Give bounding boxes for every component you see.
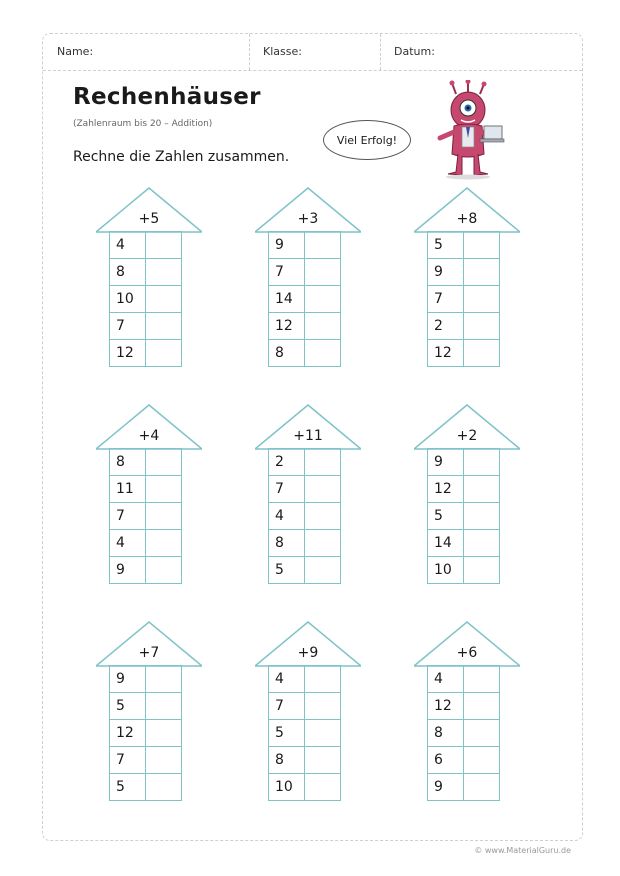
answer-box[interactable] bbox=[305, 313, 341, 340]
house-table bbox=[109, 665, 182, 801]
start-number: 8 bbox=[269, 747, 305, 774]
start-number: 9 bbox=[428, 259, 464, 286]
date-field[interactable] bbox=[380, 34, 584, 70]
house-operator: +6 bbox=[456, 645, 478, 661]
answer-box[interactable] bbox=[146, 476, 182, 503]
answer-box[interactable] bbox=[305, 666, 341, 693]
house-row bbox=[269, 720, 341, 747]
house-row bbox=[269, 313, 341, 340]
instruction-text: Rechne die Zahlen zusammen. bbox=[73, 149, 290, 165]
speech-bubble bbox=[323, 120, 411, 160]
house-row bbox=[428, 557, 500, 584]
answer-box[interactable] bbox=[146, 340, 182, 367]
house-operator: +3 bbox=[297, 211, 319, 227]
header-fields bbox=[43, 34, 582, 71]
house-row bbox=[110, 557, 182, 584]
house-row bbox=[110, 476, 182, 503]
start-number: 11 bbox=[110, 476, 146, 503]
house-operator: +5 bbox=[138, 211, 160, 227]
house-row bbox=[428, 449, 500, 476]
answer-box[interactable] bbox=[464, 286, 500, 313]
house-row bbox=[428, 313, 500, 340]
answer-box[interactable] bbox=[305, 476, 341, 503]
start-number: 5 bbox=[110, 693, 146, 720]
house-table bbox=[427, 665, 500, 801]
start-number: 7 bbox=[269, 259, 305, 286]
start-number: 4 bbox=[110, 530, 146, 557]
page-subtitle: (Zahlenraum bis 20 – Addition) bbox=[73, 119, 213, 129]
answer-box[interactable] bbox=[305, 530, 341, 557]
start-number: 12 bbox=[110, 720, 146, 747]
start-number: 9 bbox=[428, 774, 464, 801]
answer-box[interactable] bbox=[305, 747, 341, 774]
house-operator: +4 bbox=[138, 428, 160, 444]
start-number: 8 bbox=[269, 340, 305, 367]
start-number: 4 bbox=[428, 666, 464, 693]
class-label: Klasse: bbox=[263, 45, 302, 58]
house-row bbox=[110, 340, 182, 367]
answer-box[interactable] bbox=[305, 232, 341, 259]
house-table bbox=[427, 231, 500, 367]
house-row bbox=[428, 286, 500, 313]
house-operator: +2 bbox=[456, 428, 478, 444]
start-number: 12 bbox=[428, 693, 464, 720]
answer-box[interactable] bbox=[305, 449, 341, 476]
answer-box[interactable] bbox=[146, 557, 182, 584]
answer-box[interactable] bbox=[305, 286, 341, 313]
house-row bbox=[269, 666, 341, 693]
answer-box[interactable] bbox=[305, 774, 341, 801]
answer-box[interactable] bbox=[464, 313, 500, 340]
house-row bbox=[428, 503, 500, 530]
answer-box[interactable] bbox=[146, 693, 182, 720]
start-number: 9 bbox=[269, 232, 305, 259]
house-row bbox=[269, 557, 341, 584]
house-row bbox=[110, 232, 182, 259]
name-field[interactable] bbox=[43, 34, 249, 70]
house-table bbox=[268, 448, 341, 584]
answer-box[interactable] bbox=[305, 340, 341, 367]
house-row bbox=[110, 259, 182, 286]
answer-box[interactable] bbox=[464, 503, 500, 530]
answer-box[interactable] bbox=[305, 503, 341, 530]
house-row bbox=[428, 720, 500, 747]
start-number: 8 bbox=[110, 449, 146, 476]
answer-box[interactable] bbox=[464, 259, 500, 286]
house-row bbox=[110, 720, 182, 747]
start-number: 5 bbox=[428, 232, 464, 259]
answer-box[interactable] bbox=[305, 259, 341, 286]
answer-box[interactable] bbox=[464, 720, 500, 747]
house-row bbox=[110, 503, 182, 530]
speech-bubble-text: Viel Erfolg! bbox=[336, 134, 398, 147]
start-number: 7 bbox=[110, 503, 146, 530]
start-number: 7 bbox=[110, 313, 146, 340]
house-row bbox=[269, 449, 341, 476]
house-table bbox=[268, 665, 341, 801]
house-row bbox=[110, 313, 182, 340]
start-number: 4 bbox=[110, 232, 146, 259]
answer-box[interactable] bbox=[464, 449, 500, 476]
start-number: 4 bbox=[269, 503, 305, 530]
start-number: 7 bbox=[428, 286, 464, 313]
start-number: 12 bbox=[110, 340, 146, 367]
answer-box[interactable] bbox=[464, 747, 500, 774]
house-operator: +7 bbox=[138, 645, 160, 661]
class-field[interactable] bbox=[249, 34, 380, 70]
answer-box[interactable] bbox=[464, 693, 500, 720]
house-operator: +11 bbox=[293, 428, 323, 444]
house-table bbox=[109, 231, 182, 367]
page-title: Rechenhäuser bbox=[73, 84, 261, 110]
house-row bbox=[110, 693, 182, 720]
start-number: 4 bbox=[269, 666, 305, 693]
house-row bbox=[269, 476, 341, 503]
start-number: 5 bbox=[269, 557, 305, 584]
answer-box[interactable] bbox=[464, 557, 500, 584]
answer-box[interactable] bbox=[464, 232, 500, 259]
house-row bbox=[428, 666, 500, 693]
answer-box[interactable] bbox=[146, 286, 182, 313]
house-row bbox=[428, 259, 500, 286]
start-number: 7 bbox=[110, 747, 146, 774]
answer-box[interactable] bbox=[464, 666, 500, 693]
start-number: 12 bbox=[428, 340, 464, 367]
answer-box[interactable] bbox=[305, 693, 341, 720]
start-number: 5 bbox=[110, 774, 146, 801]
answer-box[interactable] bbox=[464, 340, 500, 367]
start-number: 10 bbox=[110, 286, 146, 313]
start-number: 14 bbox=[269, 286, 305, 313]
house-operator: +8 bbox=[456, 211, 478, 227]
answer-box[interactable] bbox=[146, 720, 182, 747]
start-number: 9 bbox=[428, 449, 464, 476]
house-row bbox=[428, 693, 500, 720]
house-row bbox=[428, 747, 500, 774]
house-row bbox=[110, 449, 182, 476]
answer-box[interactable] bbox=[146, 774, 182, 801]
start-number: 8 bbox=[269, 530, 305, 557]
house-row bbox=[269, 747, 341, 774]
start-number: 9 bbox=[110, 666, 146, 693]
start-number: 10 bbox=[428, 557, 464, 584]
house-row bbox=[110, 774, 182, 801]
answer-box[interactable] bbox=[146, 530, 182, 557]
house-row bbox=[110, 530, 182, 557]
monster-mascot-icon bbox=[428, 80, 508, 180]
copyright-footer: © www.MaterialGuru.de bbox=[474, 846, 571, 855]
house-row bbox=[428, 774, 500, 801]
answer-box[interactable] bbox=[464, 530, 500, 557]
start-number: 6 bbox=[428, 747, 464, 774]
house-row bbox=[269, 286, 341, 313]
house-row bbox=[428, 340, 500, 367]
start-number: 2 bbox=[428, 313, 464, 340]
start-number: 5 bbox=[269, 720, 305, 747]
start-number: 10 bbox=[269, 774, 305, 801]
house-operator: +9 bbox=[297, 645, 319, 661]
house-row bbox=[269, 259, 341, 286]
answer-box[interactable] bbox=[146, 747, 182, 774]
house-row bbox=[110, 286, 182, 313]
start-number: 8 bbox=[428, 720, 464, 747]
house-row bbox=[269, 340, 341, 367]
house-row bbox=[269, 530, 341, 557]
answer-box[interactable] bbox=[146, 449, 182, 476]
house-row bbox=[428, 476, 500, 503]
answer-box[interactable] bbox=[305, 557, 341, 584]
house-row bbox=[269, 232, 341, 259]
answer-box[interactable] bbox=[146, 503, 182, 530]
house-row bbox=[269, 774, 341, 801]
house-row bbox=[428, 530, 500, 557]
answer-box[interactable] bbox=[146, 232, 182, 259]
start-number: 14 bbox=[428, 530, 464, 557]
name-label: Name: bbox=[57, 45, 94, 58]
start-number: 12 bbox=[269, 313, 305, 340]
house-row bbox=[269, 693, 341, 720]
start-number: 2 bbox=[269, 449, 305, 476]
house-row bbox=[269, 503, 341, 530]
house-table bbox=[427, 448, 500, 584]
start-number: 8 bbox=[110, 259, 146, 286]
answer-box[interactable] bbox=[464, 476, 500, 503]
answer-box[interactable] bbox=[146, 666, 182, 693]
start-number: 7 bbox=[269, 693, 305, 720]
start-number: 5 bbox=[428, 503, 464, 530]
house-table bbox=[109, 448, 182, 584]
answer-box[interactable] bbox=[464, 774, 500, 801]
start-number: 12 bbox=[428, 476, 464, 503]
start-number: 7 bbox=[269, 476, 305, 503]
date-label: Datum: bbox=[394, 45, 435, 58]
answer-box[interactable] bbox=[146, 259, 182, 286]
house-table bbox=[268, 231, 341, 367]
house-row bbox=[110, 666, 182, 693]
house-row bbox=[110, 747, 182, 774]
start-number: 9 bbox=[110, 557, 146, 584]
answer-box[interactable] bbox=[305, 720, 341, 747]
house-row bbox=[428, 232, 500, 259]
answer-box[interactable] bbox=[146, 313, 182, 340]
